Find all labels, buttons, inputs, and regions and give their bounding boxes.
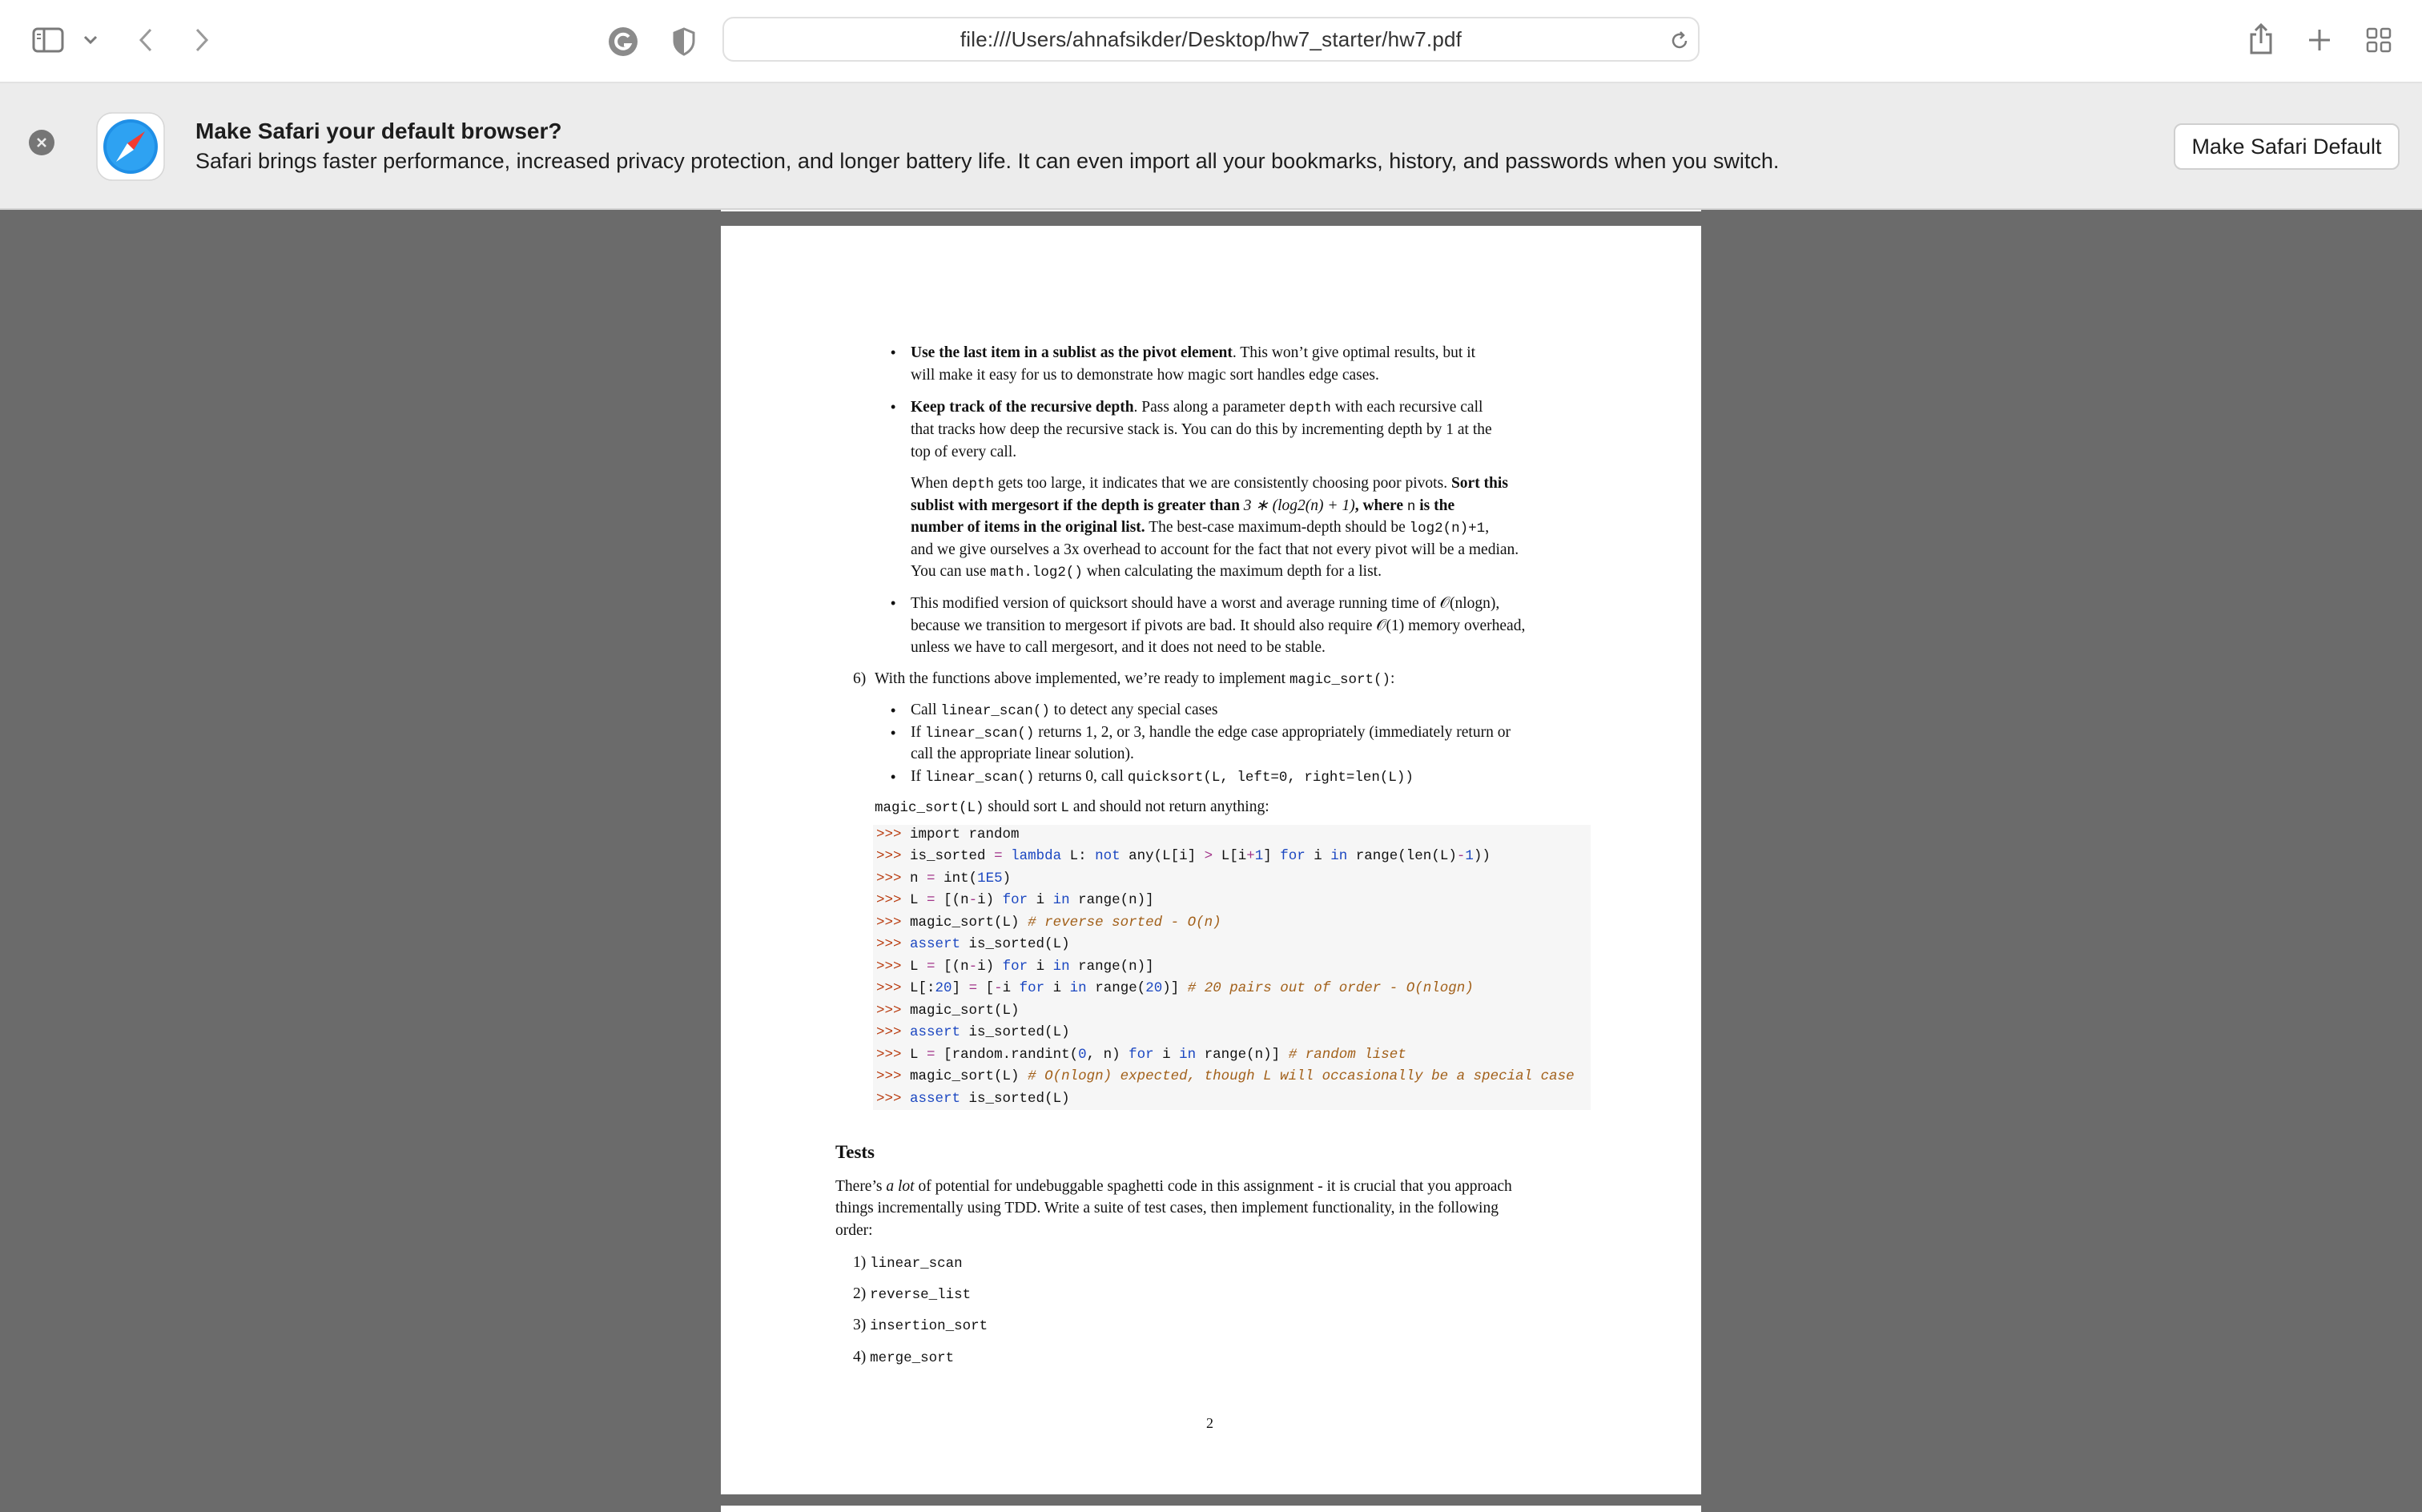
bullet-depth-line3: top of every call. bbox=[911, 444, 1017, 460]
code-line: >>> n = int(1E5) bbox=[876, 871, 1012, 887]
bullet-complexity-line3: unless we have to call mergesort, and it does not need to be stable. bbox=[911, 639, 1326, 656]
list-item: 2) reverse_list bbox=[853, 1285, 972, 1303]
code-line: >>> L = [(n-i) for i in range(n)] bbox=[876, 959, 1154, 975]
banner-title: Make Safari your default browser? bbox=[195, 119, 562, 143]
grammarly-extension-icon[interactable] bbox=[606, 24, 641, 59]
safari-compass-icon bbox=[96, 112, 165, 181]
code-line: >>> import random bbox=[876, 826, 1020, 842]
bullet-pivot-line1: Use the last item in a sublist as the pivot element. This won’t give optimal results, but it bbox=[911, 344, 1476, 361]
code-line: >>> L[:20] = [-i for i in range(20)] # 20 pairs out of order - O(nlogn) bbox=[876, 980, 1474, 996]
depth-paragraph-line2: sublist with mergesort if the depth is greater than 3 ∗ (log2(n) + 1), where n is the bbox=[911, 497, 1455, 515]
code-line: >>> assert is_sorted(L) bbox=[876, 936, 1070, 952]
default-browser-banner bbox=[0, 83, 2422, 210]
code-line: >>> magic_sort(L) # reverse sorted - O(n) bbox=[876, 915, 1221, 931]
bullet-complexity-line1: This modified version of quicksort should have a worst and average running time of 𝒪(nlogn), bbox=[911, 595, 1500, 612]
bullet-marker: • bbox=[891, 725, 896, 741]
bullet-marker: • bbox=[891, 702, 896, 718]
code-line: >>> L = [random.randint(0, n) for i in range(n)] # random liset bbox=[876, 1047, 1406, 1063]
tab-overview-icon[interactable] bbox=[2363, 24, 2395, 56]
forward-icon[interactable] bbox=[187, 22, 216, 58]
depth-paragraph-line5: You can use math.log2() when calculating the maximum depth for a list. bbox=[911, 563, 1382, 581]
depth-paragraph-line4: and we give ourselves a 3x overhead to account for the fact that not every pivot will be a median. bbox=[911, 541, 1519, 558]
list-item: 4) merge_sort bbox=[853, 1349, 955, 1366]
bullet-marker: • bbox=[891, 344, 896, 360]
code-line: >>> assert is_sorted(L) bbox=[876, 1024, 1070, 1040]
chevron-down-icon[interactable] bbox=[80, 30, 101, 50]
step-handle-edge-case-line1: If linear_scan() returns 1, 2, or 3, handle the edge case appropriately (immediately return or bbox=[911, 724, 1511, 742]
depth-paragraph-line3: number of items in the original list. The best-case maximum-depth should be log2(n)+1, bbox=[911, 519, 1490, 537]
bullet-depth-line2: that tracks how deep the recursive stack is. You can do this by incrementing depth by 1 at the bbox=[911, 421, 1492, 438]
tests-paragraph-line3: order: bbox=[835, 1222, 873, 1239]
reload-icon[interactable] bbox=[1668, 29, 1692, 53]
bullet-marker: • bbox=[891, 595, 896, 611]
code-line: >>> magic_sort(L) # O(nlogn) expected, though L will occasionally be a special case bbox=[876, 1068, 1575, 1084]
code-line: >>> is_sorted = lambda L: not any(L[i] > L[i+1] for i in range(len(L)-1)) bbox=[876, 848, 1491, 864]
tests-paragraph-line2: things incrementally using TDD. Write a suite of test cases, then implement functionality, in the following bbox=[835, 1200, 1499, 1216]
code-line: >>> L = [(n-i) for i in range(n)] bbox=[876, 892, 1154, 908]
sidebar-icon[interactable] bbox=[30, 24, 66, 56]
step-handle-edge-case-line2: call the appropriate linear solution). bbox=[911, 746, 1134, 762]
url-text[interactable]: file:///Users/ahnafsikder/Desktop/hw7_starter/hw7.pdf bbox=[960, 26, 1462, 51]
tests-heading: Tests bbox=[835, 1142, 875, 1162]
privacy-shield-icon[interactable] bbox=[668, 24, 700, 59]
tests-paragraph-line1: There’s a lot of potential for undebuggable spaghetti code in this assignment - it is crucial that you approach bbox=[835, 1178, 1512, 1195]
bullet-pivot-bold: Use the last item in a sublist as the pivot element bbox=[911, 344, 1233, 361]
code-line: >>> magic_sort(L) bbox=[876, 1003, 1020, 1019]
section-6-number: 6) bbox=[853, 670, 867, 687]
plus-icon[interactable] bbox=[2303, 24, 2336, 56]
bullet-marker: • bbox=[891, 399, 896, 415]
previous-page-edge bbox=[721, 210, 1701, 211]
address-bar[interactable] bbox=[722, 17, 1700, 62]
bullet-pivot-line2: will make it easy for us to demonstrate how magic sort handles edge cases. bbox=[911, 367, 1379, 384]
code-line: >>> assert is_sorted(L) bbox=[876, 1091, 1070, 1107]
back-icon[interactable] bbox=[131, 22, 160, 58]
list-item: 1) linear_scan bbox=[853, 1254, 963, 1272]
next-page-edge bbox=[721, 1506, 1701, 1512]
list-item: 3) insertion_sort bbox=[853, 1317, 988, 1334]
bullet-depth-line1: Keep track of the recursive depth. Pass along a parameter depth with each recursive call bbox=[911, 399, 1483, 416]
magic-sort-description: magic_sort(L) should sort L and should not return anything: bbox=[875, 798, 1269, 816]
banner-message: Safari brings faster performance, increased privacy protection, and longer battery life. It can even import all your bookmarks, history, and passwords when you switch. bbox=[195, 149, 1780, 173]
section-6-intro: With the functions above implemented, we’re ready to implement magic_sort(): bbox=[875, 670, 1395, 688]
bullet-complexity-line2: because we transition to mergesort if pivots are bad. It should also require 𝒪(1) memory overhead, bbox=[911, 617, 1526, 634]
make-safari-default-button[interactable]: Make Safari Default bbox=[2174, 123, 2400, 170]
step-call-quicksort: If linear_scan() returns 0, call quicksort(L, left=0, right=len(L)) bbox=[911, 768, 1414, 786]
share-icon[interactable] bbox=[2244, 19, 2278, 58]
close-icon[interactable] bbox=[29, 130, 54, 155]
bullet-marker: • bbox=[891, 769, 896, 785]
browser-toolbar bbox=[0, 0, 2422, 83]
page-number: 2 bbox=[1206, 1415, 1213, 1431]
depth-paragraph-line1: When depth gets too large, it indicates that we are consistently choosing poor pivots. Sort this bbox=[911, 475, 1508, 493]
step-call-linear-scan: Call linear_scan() to detect any special cases bbox=[911, 702, 1218, 719]
